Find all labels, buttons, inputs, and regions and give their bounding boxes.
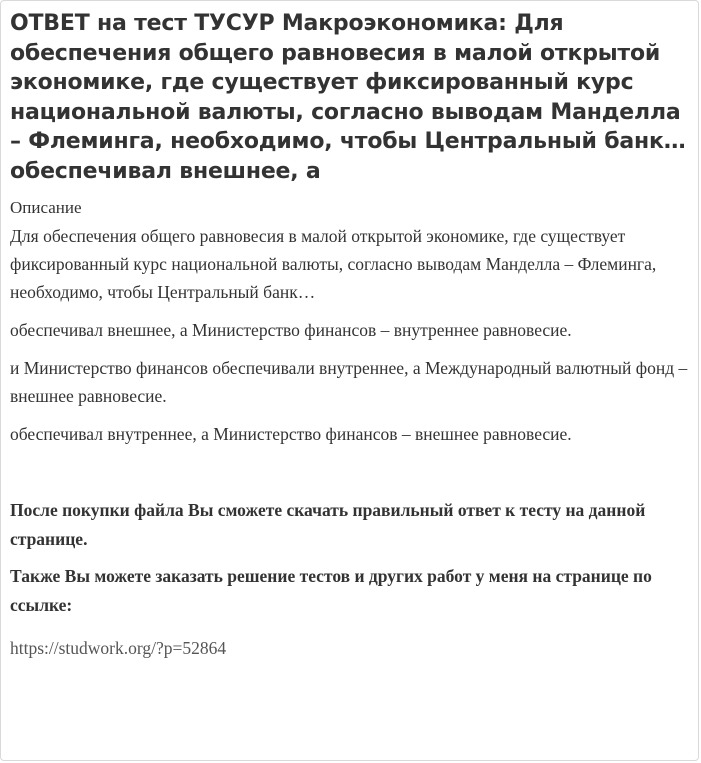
answer-option-1: обеспечивал внешнее, а Министерство финансов – внутреннее равновесие. xyxy=(10,320,572,340)
page-title: ОТВЕТ на тест ТУСУР Макроэкономика: Для обеспечения общего равновесия в малой открытой экономике, где существует фиксированный курс национальной валюты, согласно выводам Манделла – Флеминга, необходимо, чтобы Центральный банк… обеспечивал внешнее, а xyxy=(10,11,686,184)
answer-option-3: обеспечивал внутреннее, а Министерство финансов – внешнее равновесие. xyxy=(10,424,572,444)
spacer xyxy=(10,458,688,496)
studwork-link[interactable]: https://studwork.org/?p=52864 xyxy=(10,638,227,658)
answer-option-2: и Министерство финансов обеспечивали внутреннее, а Международный валютный фонд – внешнее равновесие. xyxy=(10,358,688,406)
order-note: Также Вы можете заказать решение тестов и других работ у меня на странице по ссылке: xyxy=(10,566,652,615)
question-text: Для обеспечения общего равновесия в малой открытой экономике, где существует фиксированный курс национальной валюты, согласно выводам Манделла – Флеминга, необходимо, чтобы Центральный банк… xyxy=(10,226,657,302)
description-label: Описание xyxy=(10,198,82,217)
purchase-note: После покупки файла Вы сможете скачать правильный ответ к тесту на данной странице. xyxy=(10,500,646,549)
